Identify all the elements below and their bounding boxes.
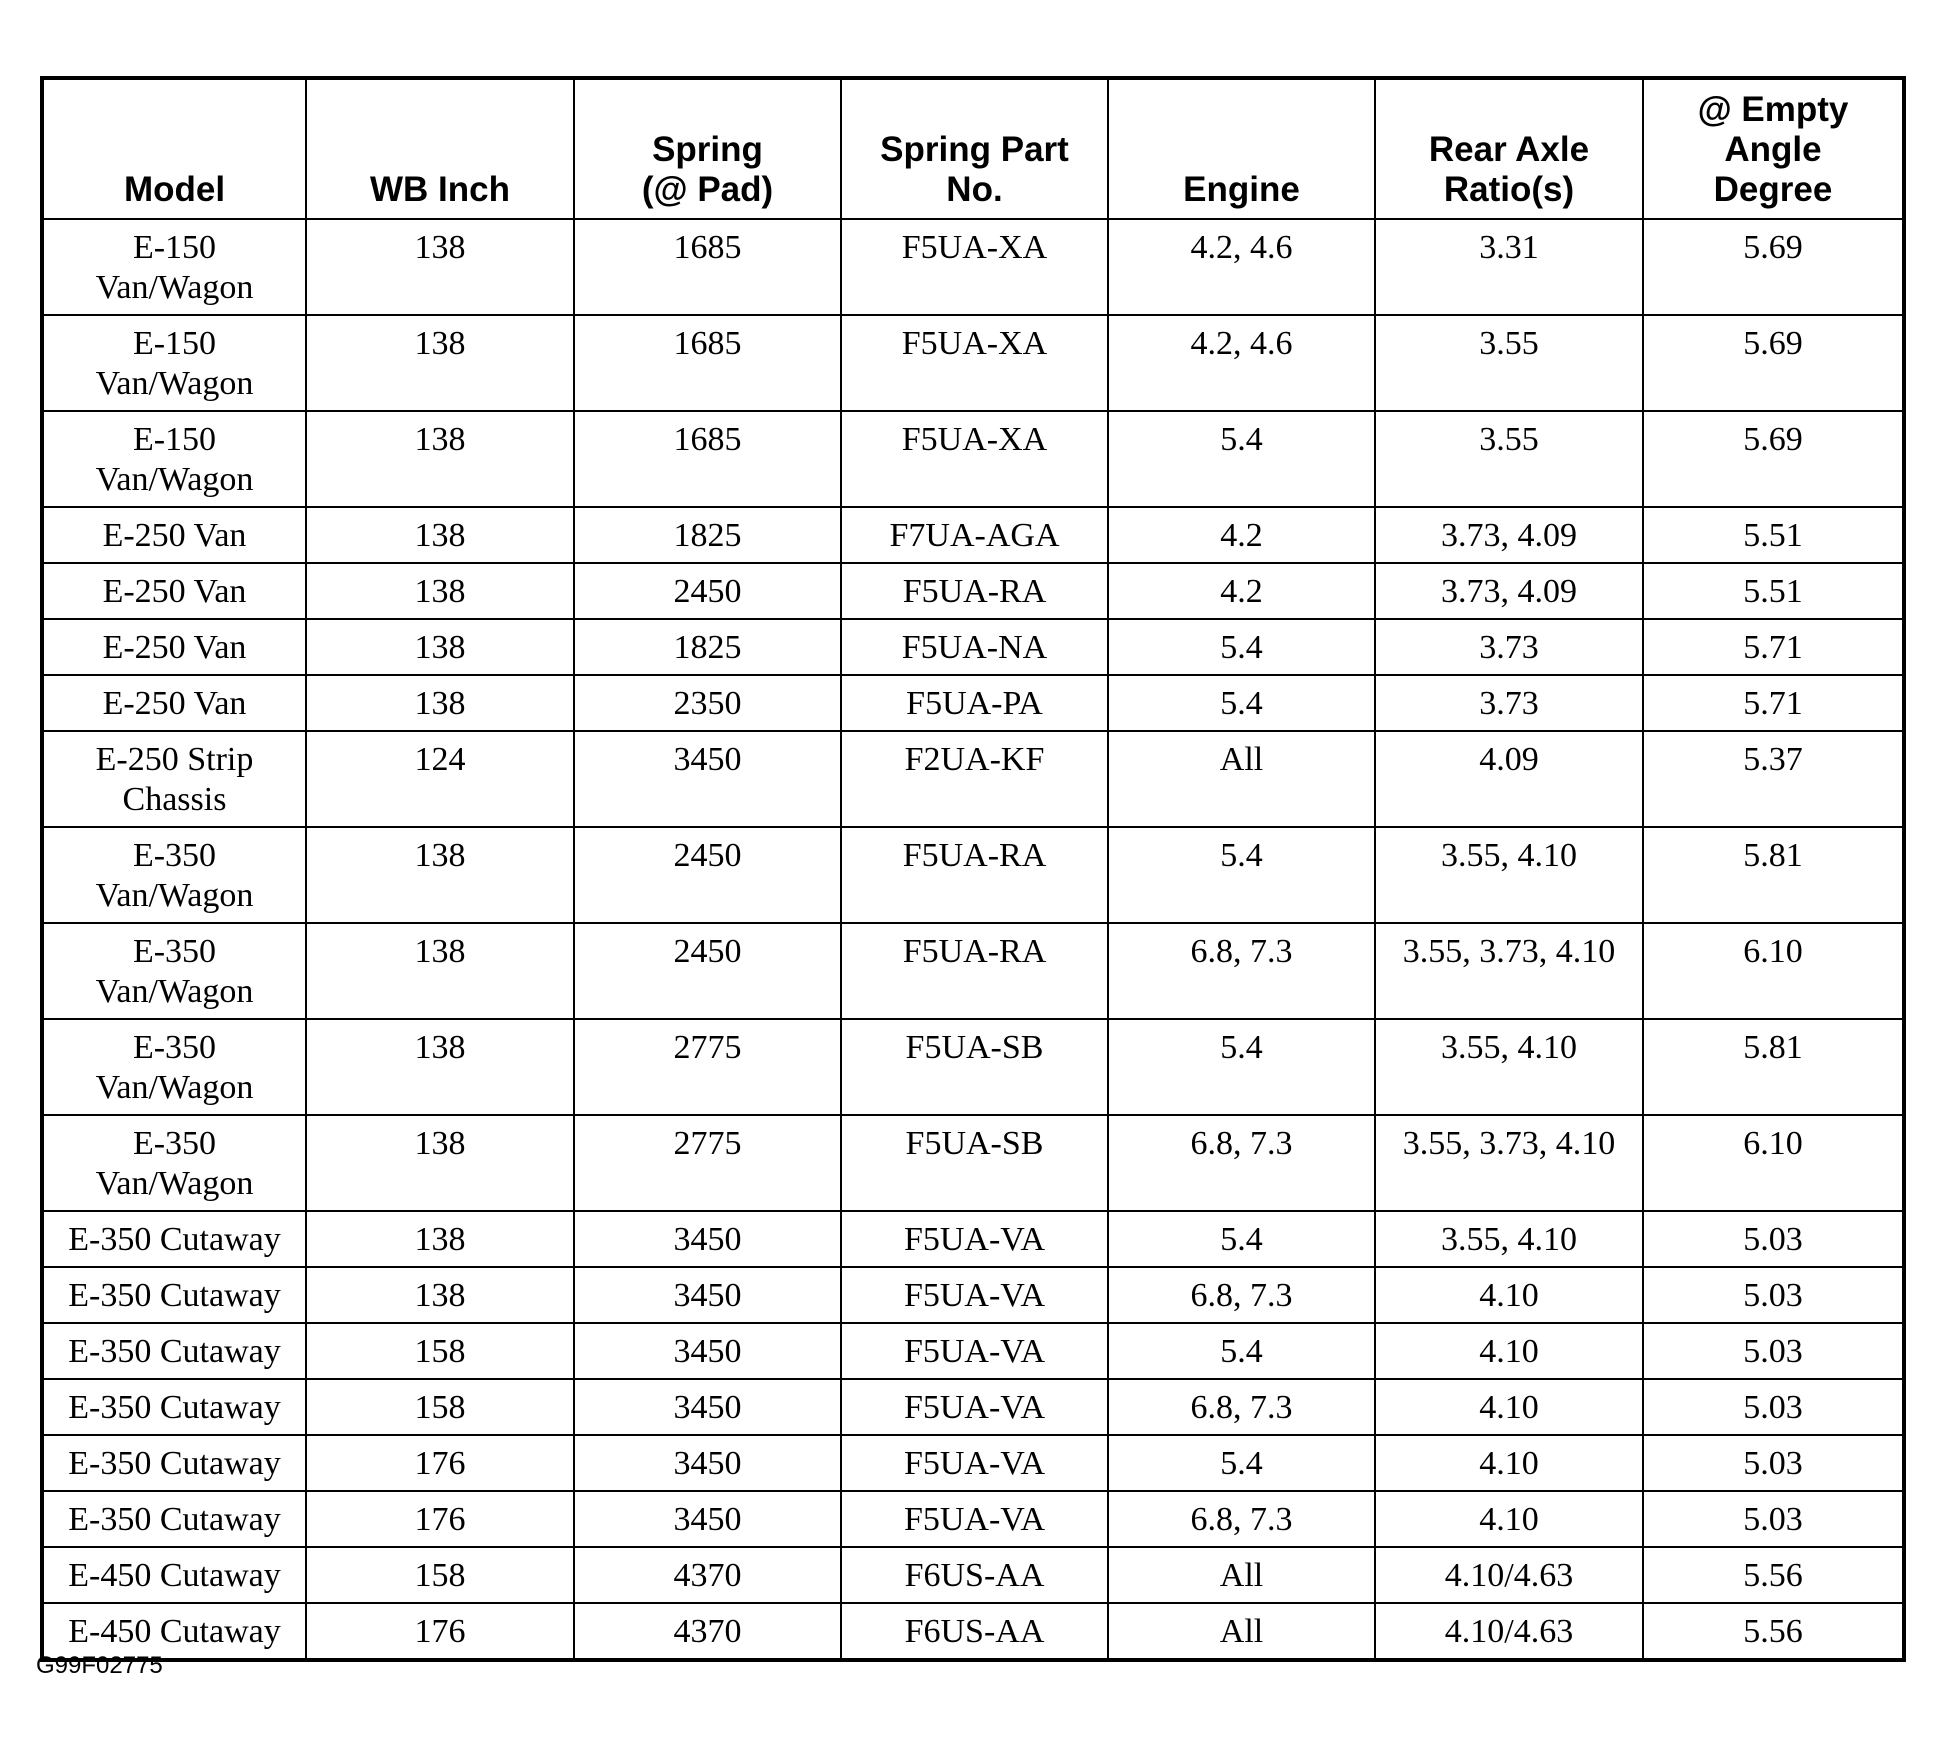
rear-axle-ratio-cell: 3.31 [1375, 219, 1643, 315]
rear-axle-ratio-cell: 3.73 [1375, 675, 1643, 731]
table-row [42, 1019, 1904, 1115]
empty-angle-degree-cell: 5.81 [1643, 1019, 1904, 1115]
engine-cell: 4.2, 4.6 [1108, 219, 1375, 315]
wb-inch-cell: 138 [306, 1211, 574, 1267]
header-spring-pad: Spring (@ Pad) [574, 78, 841, 219]
model-cell: E-450 Cutaway [42, 1547, 306, 1603]
model-cell: E-350 Van/Wagon [42, 827, 306, 923]
wb-inch-cell: 138 [306, 507, 574, 563]
engine-cell: 5.4 [1108, 1019, 1375, 1115]
engine-cell: 4.2 [1108, 507, 1375, 563]
empty-angle-degree-cell: 5.03 [1643, 1323, 1904, 1379]
table-row [42, 619, 1904, 675]
model-cell: E-350 Cutaway [42, 1323, 306, 1379]
spring-part-no-cell: F5UA-VA [841, 1379, 1108, 1435]
model-cell: E-250 Strip Chassis [42, 731, 306, 827]
model-cell: E-350 Van/Wagon [42, 923, 306, 1019]
spring-part-no-cell: F5UA-XA [841, 411, 1108, 507]
spring-part-no-cell: F2UA-KF [841, 731, 1108, 827]
spring-pad-cell: 2450 [574, 923, 841, 1019]
wb-inch-cell: 158 [306, 1323, 574, 1379]
engine-cell: All [1108, 731, 1375, 827]
engine-cell: 5.4 [1108, 1211, 1375, 1267]
table-row [42, 827, 1904, 923]
rear-axle-ratio-cell: 4.10 [1375, 1323, 1643, 1379]
engine-cell: 5.4 [1108, 411, 1375, 507]
table-row [42, 1211, 1904, 1267]
spring-pad-cell: 1825 [574, 507, 841, 563]
wb-inch-cell: 138 [306, 411, 574, 507]
spring-pad-cell: 3450 [574, 1379, 841, 1435]
empty-angle-degree-cell: 5.69 [1643, 315, 1904, 411]
rear-axle-ratio-cell: 4.10/4.63 [1375, 1547, 1643, 1603]
wb-inch-cell: 176 [306, 1491, 574, 1547]
wb-inch-cell: 138 [306, 1019, 574, 1115]
rear-axle-ratio-cell: 4.10 [1375, 1435, 1643, 1491]
rear-axle-ratio-cell: 3.55, 3.73, 4.10 [1375, 1115, 1643, 1211]
header-model: Model [42, 78, 306, 219]
spring-part-no-cell: F5UA-SB [841, 1115, 1108, 1211]
empty-angle-degree-cell: 5.03 [1643, 1491, 1904, 1547]
empty-angle-degree-cell: 5.69 [1643, 411, 1904, 507]
spring-specification-table [40, 76, 1906, 1662]
spring-pad-cell: 3450 [574, 1435, 841, 1491]
engine-cell: 6.8, 7.3 [1108, 923, 1375, 1019]
table-row [42, 1547, 1904, 1603]
wb-inch-cell: 138 [306, 923, 574, 1019]
empty-angle-degree-cell: 5.51 [1643, 563, 1904, 619]
model-cell: E-450 Cutaway [42, 1603, 306, 1660]
table-row [42, 411, 1904, 507]
rear-axle-ratio-cell: 4.10/4.63 [1375, 1603, 1643, 1660]
engine-cell: 5.4 [1108, 1323, 1375, 1379]
wb-inch-cell: 138 [306, 1267, 574, 1323]
model-cell: E-350 Cutaway [42, 1211, 306, 1267]
empty-angle-degree-cell: 5.03 [1643, 1211, 1904, 1267]
rear-axle-ratio-cell: 3.55 [1375, 411, 1643, 507]
spring-pad-cell: 1685 [574, 315, 841, 411]
spring-pad-cell: 3450 [574, 731, 841, 827]
header-engine: Engine [1108, 78, 1375, 219]
engine-cell: 6.8, 7.3 [1108, 1115, 1375, 1211]
empty-angle-degree-cell: 6.10 [1643, 1115, 1904, 1211]
rear-axle-ratio-cell: 3.55, 4.10 [1375, 827, 1643, 923]
table-body [42, 219, 1904, 1660]
engine-cell: 6.8, 7.3 [1108, 1379, 1375, 1435]
rear-axle-ratio-cell: 4.10 [1375, 1379, 1643, 1435]
spring-part-no-cell: F5UA-VA [841, 1267, 1108, 1323]
wb-inch-cell: 138 [306, 315, 574, 411]
spring-pad-cell: 1825 [574, 619, 841, 675]
table-row [42, 1603, 1904, 1660]
table-row [42, 563, 1904, 619]
spring-pad-cell: 2450 [574, 827, 841, 923]
table-row [42, 1323, 1904, 1379]
header-spring-part-no: Spring Part No. [841, 78, 1108, 219]
engine-cell: 5.4 [1108, 827, 1375, 923]
engine-cell: 6.8, 7.3 [1108, 1491, 1375, 1547]
table-row [42, 507, 1904, 563]
wb-inch-cell: 138 [306, 827, 574, 923]
table-row [42, 315, 1904, 411]
wb-inch-cell: 124 [306, 731, 574, 827]
engine-cell: 4.2, 4.6 [1108, 315, 1375, 411]
rear-axle-ratio-cell: 3.55, 4.10 [1375, 1019, 1643, 1115]
spring-part-no-cell: F6US-AA [841, 1547, 1108, 1603]
table-row [42, 1379, 1904, 1435]
header-empty-angle-degree: @ Empty Angle Degree [1643, 78, 1904, 219]
empty-angle-degree-cell: 5.71 [1643, 675, 1904, 731]
engine-cell: 5.4 [1108, 1435, 1375, 1491]
spring-specification-sheet [40, 76, 1906, 1662]
spring-pad-cell: 2450 [574, 563, 841, 619]
spring-part-no-cell: F5UA-PA [841, 675, 1108, 731]
spring-part-no-cell: F5UA-VA [841, 1435, 1108, 1491]
wb-inch-cell: 138 [306, 619, 574, 675]
rear-axle-ratio-cell: 3.73 [1375, 619, 1643, 675]
engine-cell: 6.8, 7.3 [1108, 1267, 1375, 1323]
header-wb-inch: WB Inch [306, 78, 574, 219]
spring-pad-cell: 2775 [574, 1115, 841, 1211]
wb-inch-cell: 138 [306, 1115, 574, 1211]
spring-part-no-cell: F5UA-RA [841, 923, 1108, 1019]
spring-part-no-cell: F5UA-VA [841, 1323, 1108, 1379]
table-header-row [42, 78, 1904, 219]
spring-part-no-cell: F6US-AA [841, 1603, 1108, 1660]
model-cell: E-350 Cutaway [42, 1379, 306, 1435]
spring-pad-cell: 3450 [574, 1323, 841, 1379]
rear-axle-ratio-cell: 3.73, 4.09 [1375, 507, 1643, 563]
spring-part-no-cell: F5UA-VA [841, 1211, 1108, 1267]
model-cell: E-150 Van/Wagon [42, 315, 306, 411]
spring-pad-cell: 3450 [574, 1211, 841, 1267]
spring-part-no-cell: F5UA-SB [841, 1019, 1108, 1115]
wb-inch-cell: 138 [306, 675, 574, 731]
spring-part-no-cell: F5UA-XA [841, 219, 1108, 315]
wb-inch-cell: 176 [306, 1603, 574, 1660]
engine-cell: 5.4 [1108, 619, 1375, 675]
wb-inch-cell: 138 [306, 219, 574, 315]
rear-axle-ratio-cell: 4.10 [1375, 1491, 1643, 1547]
spring-part-no-cell: F5UA-XA [841, 315, 1108, 411]
spring-part-no-cell: F5UA-RA [841, 563, 1108, 619]
table-row [42, 219, 1904, 315]
spring-pad-cell: 1685 [574, 219, 841, 315]
model-cell: E-150 Van/Wagon [42, 411, 306, 507]
empty-angle-degree-cell: 5.51 [1643, 507, 1904, 563]
spring-pad-cell: 2350 [574, 675, 841, 731]
spring-pad-cell: 1685 [574, 411, 841, 507]
engine-cell: All [1108, 1603, 1375, 1660]
spring-part-no-cell: F5UA-RA [841, 827, 1108, 923]
spring-pad-cell: 3450 [574, 1267, 841, 1323]
engine-cell: 4.2 [1108, 563, 1375, 619]
model-cell: E-350 Cutaway [42, 1267, 306, 1323]
wb-inch-cell: 158 [306, 1379, 574, 1435]
empty-angle-degree-cell: 6.10 [1643, 923, 1904, 1019]
empty-angle-degree-cell: 5.56 [1643, 1603, 1904, 1660]
header-rear-axle-ratio: Rear Axle Ratio(s) [1375, 78, 1643, 219]
table-row [42, 675, 1904, 731]
model-cell: E-350 Cutaway [42, 1491, 306, 1547]
wb-inch-cell: 158 [306, 1547, 574, 1603]
spring-part-no-cell: F7UA-AGA [841, 507, 1108, 563]
spring-pad-cell: 3450 [574, 1491, 841, 1547]
empty-angle-degree-cell: 5.69 [1643, 219, 1904, 315]
rear-axle-ratio-cell: 4.09 [1375, 731, 1643, 827]
rear-axle-ratio-cell: 4.10 [1375, 1267, 1643, 1323]
model-cell: E-150 Van/Wagon [42, 219, 306, 315]
table-row [42, 923, 1904, 1019]
figure-id: G99F02775 [36, 1652, 163, 1679]
model-cell: E-250 Van [42, 507, 306, 563]
spring-pad-cell: 4370 [574, 1547, 841, 1603]
rear-axle-ratio-cell: 3.55 [1375, 315, 1643, 411]
table-row [42, 1435, 1904, 1491]
model-cell: E-250 Van [42, 563, 306, 619]
model-cell: E-250 Van [42, 619, 306, 675]
table-row [42, 731, 1904, 827]
spring-pad-cell: 4370 [574, 1603, 841, 1660]
table-row [42, 1491, 1904, 1547]
empty-angle-degree-cell: 5.03 [1643, 1435, 1904, 1491]
empty-angle-degree-cell: 5.03 [1643, 1379, 1904, 1435]
model-cell: E-350 Van/Wagon [42, 1019, 306, 1115]
empty-angle-degree-cell: 5.03 [1643, 1267, 1904, 1323]
engine-cell: 5.4 [1108, 675, 1375, 731]
empty-angle-degree-cell: 5.81 [1643, 827, 1904, 923]
empty-angle-degree-cell: 5.56 [1643, 1547, 1904, 1603]
model-cell: E-250 Van [42, 675, 306, 731]
table-row [42, 1267, 1904, 1323]
rear-axle-ratio-cell: 3.73, 4.09 [1375, 563, 1643, 619]
engine-cell: All [1108, 1547, 1375, 1603]
rear-axle-ratio-cell: 3.55, 4.10 [1375, 1211, 1643, 1267]
empty-angle-degree-cell: 5.71 [1643, 619, 1904, 675]
rear-axle-ratio-cell: 3.55, 3.73, 4.10 [1375, 923, 1643, 1019]
model-cell: E-350 Cutaway [42, 1435, 306, 1491]
spring-pad-cell: 2775 [574, 1019, 841, 1115]
table-row [42, 1115, 1904, 1211]
empty-angle-degree-cell: 5.37 [1643, 731, 1904, 827]
wb-inch-cell: 176 [306, 1435, 574, 1491]
model-cell: E-350 Van/Wagon [42, 1115, 306, 1211]
spring-part-no-cell: F5UA-NA [841, 619, 1108, 675]
spring-part-no-cell: F5UA-VA [841, 1491, 1108, 1547]
wb-inch-cell: 138 [306, 563, 574, 619]
